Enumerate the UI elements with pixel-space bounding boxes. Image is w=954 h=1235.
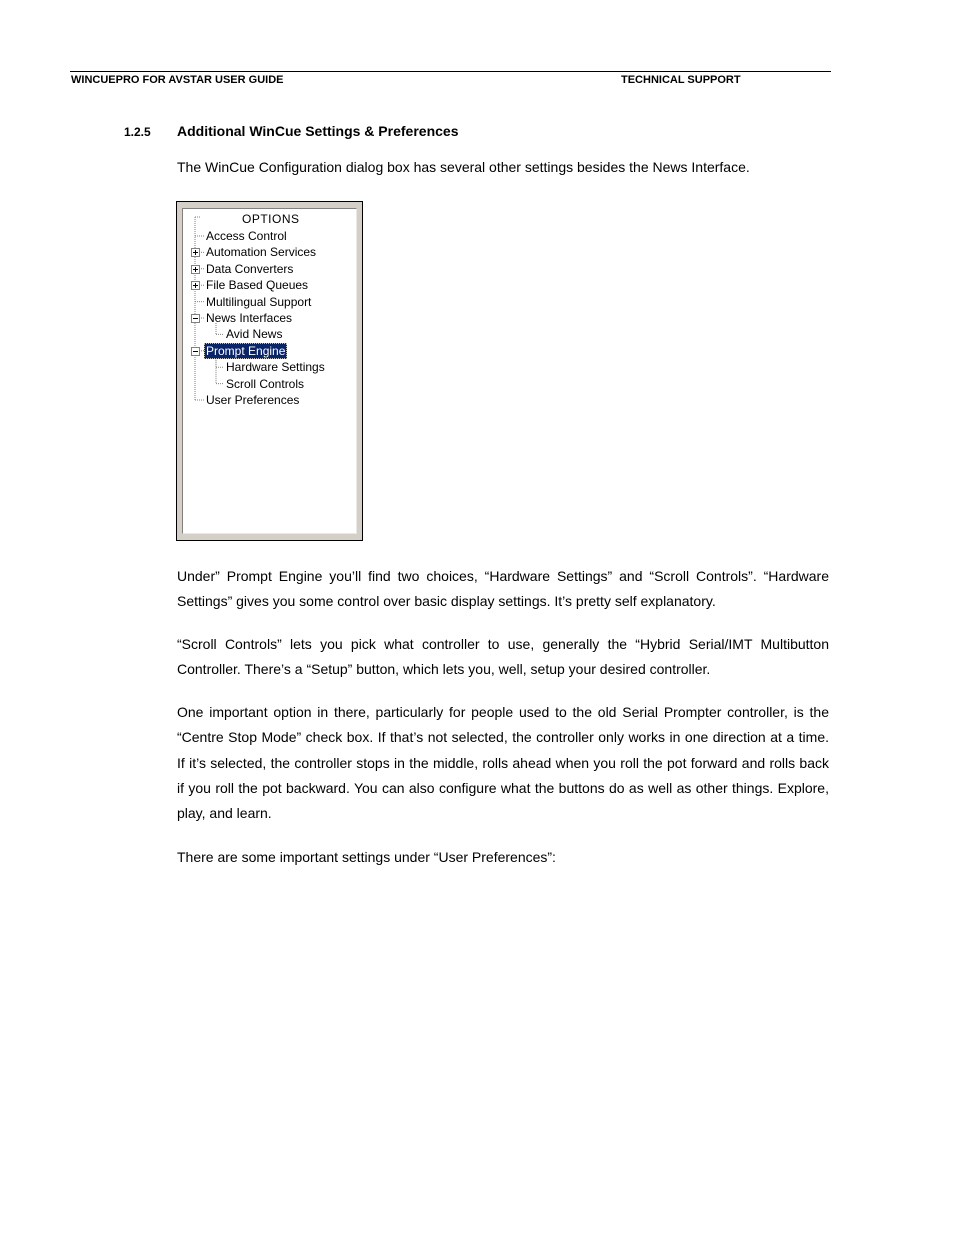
header-title: WINCUEPRO FOR AVSTAR USER GUIDE <box>71 74 284 86</box>
tree-item-file-based-queues[interactable]: File Based Queues <box>206 278 309 293</box>
options-tree <box>182 208 357 534</box>
paragraph-prompt-engine: Under” Prompt Engine you’ll find two choices, “Hardware Settings” and “Scroll Controls”. “Hardware Settings” gives you some control over basic display settings. It’s pretty self explanatory. <box>177 568 829 610</box>
tree-item-multilingual-support[interactable]: Multilingual Support <box>206 294 312 309</box>
tree-item-avid-news[interactable]: Avid News <box>226 327 283 342</box>
section-number: 1.2.5 <box>124 125 151 139</box>
tree-title: OPTIONS <box>242 212 300 226</box>
tree-item-news-interfaces[interactable]: News Interfaces <box>206 311 293 325</box>
intro-paragraph: The WinCue Configuration dialog box has several other settings besides the News Interface. <box>177 159 750 175</box>
tree-item-automation-services[interactable]: Automation Services <box>206 245 317 260</box>
collapse-minus-icon[interactable] <box>191 347 200 356</box>
tree-item-hardware-settings[interactable]: Hardware Settings <box>226 360 325 375</box>
expand-plus-icon[interactable] <box>191 248 200 257</box>
tree-item-access-control[interactable]: Access Control <box>206 229 287 243</box>
expand-plus-icon[interactable] <box>191 265 200 274</box>
tree-item-prompt-engine[interactable]: Prompt Engine <box>206 343 286 358</box>
options-tree-panel <box>176 201 363 541</box>
paragraph-scroll-controls: “Scroll Controls” lets you pick what controller to use, generally the “Hybrid Serial/IMT Multibutton Controller. There’s a “Setup” button, which lets you, well, setup your desired controller. <box>177 636 829 678</box>
collapse-minus-icon[interactable] <box>191 314 200 323</box>
paragraph-user-preferences: There are some important settings under “User Preferences”: <box>177 849 556 865</box>
tree-item-user-preferences[interactable]: User Preferences <box>206 393 300 407</box>
tree-item-data-converters[interactable]: Data Converters <box>206 261 294 276</box>
header-rule <box>70 71 831 72</box>
header-section: TECHNICAL SUPPORT <box>621 74 741 86</box>
tree-item-scroll-controls[interactable]: Scroll Controls <box>226 376 305 391</box>
section-title: Additional WinCue Settings & Preferences <box>177 123 459 139</box>
expand-plus-icon[interactable] <box>191 281 200 290</box>
paragraph-centre-stop: One important option in there, particularly for people used to the old Serial Prompter controller, is the “Centre Stop Mode” check box. If that’s not selected, the controller only works in one direction at a time. If it’s selected, the controller stops in the middle, rolls ahead when you roll the pot forward and rolls back if you roll the pot backward. You can also configure what the buttons do as well as other things. Explore, play, and learn. <box>177 704 829 822</box>
